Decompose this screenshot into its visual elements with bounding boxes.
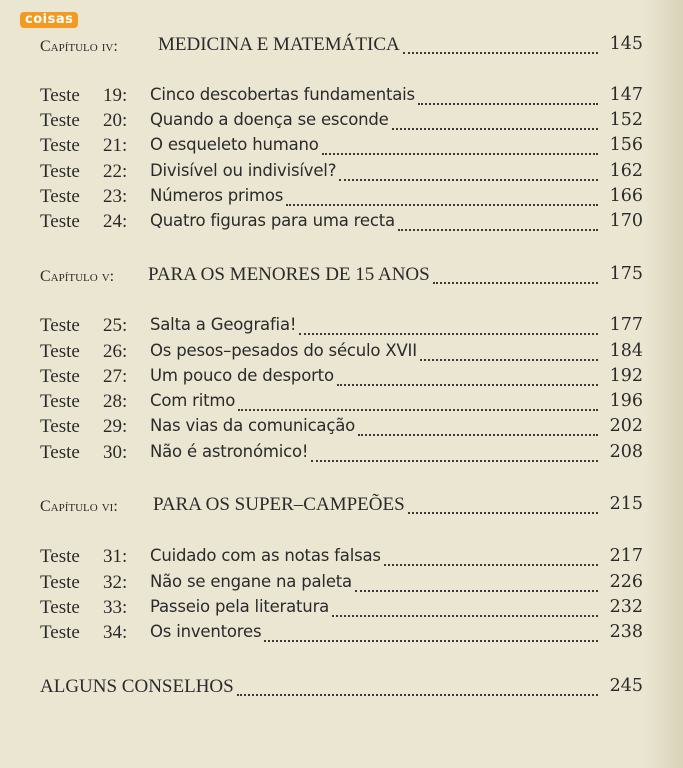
test-entry [40,186,643,210]
test-label: Teste [40,315,80,336]
test-title: Os inventores [150,622,262,641]
test-number: 30: [103,442,128,463]
test-entry [40,341,643,365]
test-title: Com ritmo [150,391,236,410]
dot-leader [332,615,598,617]
test-title: Quatro figuras para uma recta [150,211,395,230]
test-number: 23: [103,186,128,207]
chapter-heading [40,494,643,518]
dot-leader [339,179,597,181]
test-entry [40,546,643,570]
page-number: 166 [609,186,643,206]
chapter-heading [40,34,643,58]
test-title: Nas vias da comunicação [150,416,356,435]
test-label: Teste [40,416,80,437]
test-entry [40,110,643,134]
test-title: Números primos [150,186,284,205]
dot-leader [392,128,598,130]
section-title: ALGUNS CONSELHOS [40,676,234,697]
test-number: 34: [103,622,128,643]
test-number: 25: [103,315,128,336]
test-entry [40,442,643,466]
test-label: Teste [40,572,80,593]
chapter-label: Capítulo v: [40,268,115,285]
test-label: Teste [40,85,80,106]
test-title: Não é astronómico! [150,442,309,461]
page-number: 238 [609,622,643,642]
test-entry [40,391,643,415]
test-title: Divisível ou indivisível? [150,161,337,180]
dot-leader [237,694,598,696]
dot-leader [322,153,598,155]
dot-leader [420,359,598,361]
dot-leader [286,204,597,206]
test-entry [40,597,643,621]
page-number: 184 [609,341,643,361]
page-number: 196 [609,391,643,411]
chapter-title: MEDICINA E MATEMÁTICA [158,34,400,55]
page-number: 162 [609,161,643,181]
test-entry [40,85,643,109]
page-number: 245 [609,676,643,696]
test-label: Teste [40,391,80,412]
test-title: Um pouco de desporto [150,366,334,385]
test-title: Cinco descobertas fundamentais [150,85,415,104]
test-entry [40,135,643,159]
test-title: Quando a doença se esconde [150,110,389,129]
dot-leader [337,384,598,386]
final-section-heading [40,676,643,700]
test-title: Salta a Geografia! [150,315,297,334]
test-label: Teste [40,135,80,156]
test-label: Teste [40,161,80,182]
test-number: 33: [103,597,128,618]
chapter-label: Capítulo vi: [40,498,118,515]
dot-leader [238,409,597,411]
test-label: Teste [40,341,80,362]
page-edge-shadow [643,0,683,768]
dot-leader [398,229,598,231]
dot-leader [358,434,598,436]
test-entry [40,416,643,440]
page-number: 170 [609,211,643,231]
test-label: Teste [40,622,80,643]
page-number: 202 [609,416,643,436]
test-label: Teste [40,597,80,618]
chapter-heading [40,264,643,288]
dot-leader [311,460,597,462]
page-number: 145 [609,34,643,54]
test-entry [40,622,643,646]
test-label: Teste [40,546,80,567]
chapter-label: Capítulo iv: [40,38,118,55]
page-number: 175 [609,264,643,284]
page-number: 156 [609,135,643,155]
test-title: Passeio pela literatura [150,597,330,616]
chapter-title: PARA OS SUPER–CAMPEÕES [153,494,405,515]
test-entry [40,315,643,339]
page-number: 232 [609,597,643,617]
dot-leader [433,282,598,284]
page-number: 208 [609,442,643,462]
watermark-logo: coisas [20,12,78,28]
test-number: 31: [103,546,128,567]
test-entry [40,211,643,235]
dot-leader [264,640,597,642]
test-number: 26: [103,341,128,362]
test-number: 32: [103,572,128,593]
test-number: 22: [103,161,128,182]
page-number: 217 [609,546,643,566]
test-title: O esqueleto humano [150,135,319,154]
test-label: Teste [40,110,80,131]
dot-leader [355,590,598,592]
dot-leader [299,333,597,335]
test-number: 29: [103,416,128,437]
page-number: 147 [609,85,643,105]
dot-leader [408,512,598,514]
test-number: 28: [103,391,128,412]
test-number: 19: [103,85,128,106]
test-title: Cuidado com as notas falsas [150,546,381,565]
test-entry [40,366,643,390]
dot-leader [418,103,598,105]
test-label: Teste [40,186,80,207]
page-number: 177 [609,315,643,335]
test-number: 20: [103,110,128,131]
test-number: 27: [103,366,128,387]
page-number: 226 [609,572,643,592]
page-number: 215 [609,494,643,514]
test-entry [40,572,643,596]
chapter-title: PARA OS MENORES DE 15 ANOS [148,264,430,285]
page-number: 152 [609,110,643,130]
test-label: Teste [40,442,80,463]
test-label: Teste [40,366,80,387]
test-number: 21: [103,135,128,156]
dot-leader [403,52,598,54]
test-number: 24: [103,211,128,232]
test-title: Não se engane na paleta [150,572,352,591]
test-title: Os pesos–pesados do século XVII [150,341,417,360]
test-label: Teste [40,211,80,232]
test-entry [40,161,643,185]
page-number: 192 [609,366,643,386]
dot-leader [384,564,598,566]
